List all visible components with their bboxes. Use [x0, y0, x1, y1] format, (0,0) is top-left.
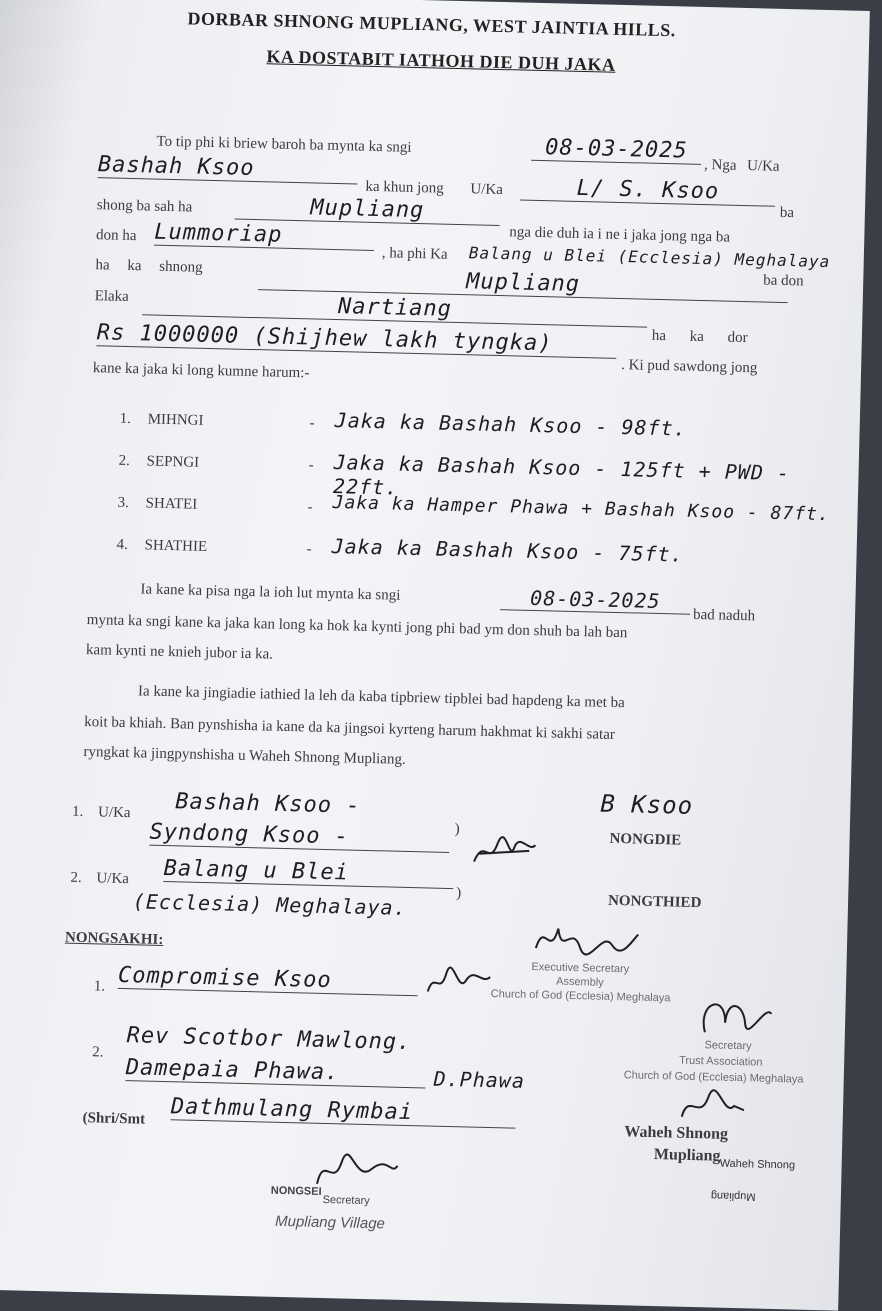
party1-bracket: ) — [454, 821, 460, 838]
party1-number: 1. — [71, 803, 84, 821]
waheh-line2: Mupliang — [653, 1146, 721, 1165]
boundary-direction: SHATEI — [145, 495, 198, 513]
shri-name: Dathmulang Rymbai — [171, 1094, 517, 1128]
para1-text8: , ha phi Ka — [381, 245, 448, 263]
boundary-value: Jaka ka Bashah Ksoo - 125ft + PWD - 22ft. — [332, 450, 791, 500]
seller-name: Bashah Ksoo — [98, 152, 359, 184]
nongsakhi-label: NONGSAKHI: — [64, 929, 164, 949]
agreement-date: 08-03-2025 — [531, 135, 702, 165]
land-location: Lummoriap — [154, 220, 375, 251]
para3-line3: ryngkat ka jingpynshisha u Waheh Shnong Mupliang. — [83, 744, 406, 768]
para1-text5: shong ba sah ha — [96, 197, 193, 216]
nongsei-stamp-line2: Secretary — [322, 1193, 370, 1208]
witness2-number: 2. — [91, 1044, 104, 1061]
para1-text9: ba don — [763, 272, 804, 290]
boundary-value: Jaka ka Bashah Ksoo - 75ft. — [331, 534, 684, 567]
exec-stamp-line2: Assembly — [555, 975, 604, 989]
nongdie-label: NONGDIE — [609, 830, 682, 849]
waheh-stamp2: Mupliang — [710, 1189, 756, 1203]
boundary-value: Jaka ka Bashah Ksoo - 98ft. — [334, 408, 688, 441]
party2-prefix: U/Ka — [96, 870, 130, 888]
para2-line3: kam kynti ne knieh jubor ia ka. — [85, 642, 274, 663]
para1-text4: ba — [779, 204, 795, 222]
signature-scribble — [469, 831, 540, 873]
boundary-number: 3. — [117, 494, 130, 512]
nongthied-label: NONGTHIED — [607, 892, 702, 912]
party1-prefix: U/Ka — [97, 804, 131, 822]
waheh-line1: Waheh Shnong — [624, 1123, 729, 1143]
para1-text11: Elaka — [94, 288, 130, 305]
para1-text7: don ha — [95, 227, 137, 245]
secretary-stamp-line3: Church of God (Ecclesia) Meghalaya — [623, 1069, 804, 1086]
boundary-dash: - — [308, 457, 314, 474]
land-price: Rs 1000000 (Shijhew lakh tyngka) — [96, 320, 616, 359]
boundary-direction: SEPNGI — [146, 453, 200, 471]
witness1-number: 1. — [93, 978, 106, 995]
boundary-dash: - — [306, 541, 312, 558]
witness1-name: Compromise Ksoo — [118, 963, 419, 996]
father-name: L/ S. Ksoo — [520, 175, 776, 207]
party2-bracket: ) — [455, 885, 462, 902]
secretary-stamp-line1: Secretary — [704, 1039, 752, 1053]
witness2-signature: D.Phawa — [433, 1066, 526, 1093]
elaka-name: Nartiang — [142, 289, 647, 327]
boundary-value: Jaka ka Hamper Phawa + Bashah Ksoo - 87ft. — [332, 492, 830, 526]
party2-name: Balang u Blei — [163, 856, 454, 889]
waheh-signature — [678, 1087, 749, 1129]
exec-signature — [532, 918, 643, 966]
exec-stamp-line1: Executive Secretary — [531, 961, 630, 976]
witness1-signature — [424, 965, 495, 1002]
para1-text13: . Ki pud sawdong jong — [620, 357, 758, 377]
secretary-stamp-line2: Trust Association — [679, 1054, 763, 1069]
boundary-direction: SHATHIE — [144, 537, 208, 555]
secretary-signature — [695, 992, 776, 1044]
exec-stamp-line3: Church of God (Ecclesia) Meghalaya — [490, 988, 671, 1005]
shri-label: (Shri/Smt — [82, 1110, 146, 1128]
document-subtitle: KA DOSTABIT IATHOH DIE DUH JAKA — [266, 46, 616, 75]
nongsei-signature — [311, 1148, 402, 1195]
para1-text10: ha ka shnong — [95, 257, 203, 276]
party1-name: Bashah Ksoo - — [175, 789, 361, 819]
para2-line2: mynta ka sngi kane ka jaka kan long ka hok ka kynti jong phi bad ym don shuh ba lah ban — [86, 612, 628, 642]
witness2-name: Rev Scotbor Mawlong. — [126, 1023, 412, 1056]
buyer-name: Balang u Blei (Ecclesia) Meghalaya — [468, 243, 831, 272]
nongdie-signature: B Ksoo — [600, 789, 694, 820]
boundary-direction: MIHNGI — [147, 411, 204, 429]
party2-number: 2. — [70, 869, 82, 886]
boundary-number: 1. — [119, 410, 132, 428]
nongsei-stamp-line1: NONGSEI — [270, 1184, 322, 1198]
document-title: DORBAR SHNONG MUPLIANG, WEST JAINTIA HILLS. — [187, 8, 677, 41]
para1-text12: ha ka dor — [651, 327, 748, 347]
party1-name2: Syndong Ksoo - — [149, 820, 450, 853]
para2-text1: Ia kane ka pisa nga la ioh lut mynta ka sngi — [140, 581, 401, 604]
boundary-number: 2. — [118, 452, 131, 470]
para3-line1: Ia kane ka jingiadie iathied la leh da kaba tipbriew tipblei bad hapdeng ka met ba — [137, 683, 625, 712]
payment-date: 08-03-2025 — [500, 585, 691, 615]
para1-nga-ka: U/Ka — [746, 158, 780, 175]
para3-line2: koit ba khiah. Ban pynshisha ia kane da ka jingsoi kyrteng harum hakhmat ki sakhi satar — [84, 714, 616, 743]
boundary-dash: - — [307, 499, 313, 516]
para1-text6: nga die duh ia i ne i jaka jong nga ba — [509, 224, 731, 246]
nongsei-stamp-line3: Mupliang Village — [274, 1212, 386, 1233]
para1-text14: kane ka jaka ki long kumne harum:- — [92, 360, 310, 382]
waheh-stamp1: Waheh Shnong — [719, 1157, 796, 1172]
boundary-dash: - — [309, 415, 315, 432]
para2-text2: bad naduh — [692, 606, 756, 625]
residence: Mupliang — [235, 194, 501, 226]
para1-father-prefix: U/Ka — [470, 181, 504, 199]
village-name: Mupliang — [258, 264, 788, 303]
party2-name2: (Ecclesia) Meghalaya. — [132, 889, 407, 920]
boundary-number: 4. — [116, 536, 129, 554]
boundaries-list — [116, 403, 840, 589]
para1-text3: ka khun jong — [365, 178, 444, 197]
para1-text2: , Nga — [703, 156, 737, 174]
witness2-name2: Damepaia Phawa. — [125, 1055, 426, 1088]
para1-text1: To tip phi ki briew baroh ba mynta ka sngi — [156, 133, 412, 156]
